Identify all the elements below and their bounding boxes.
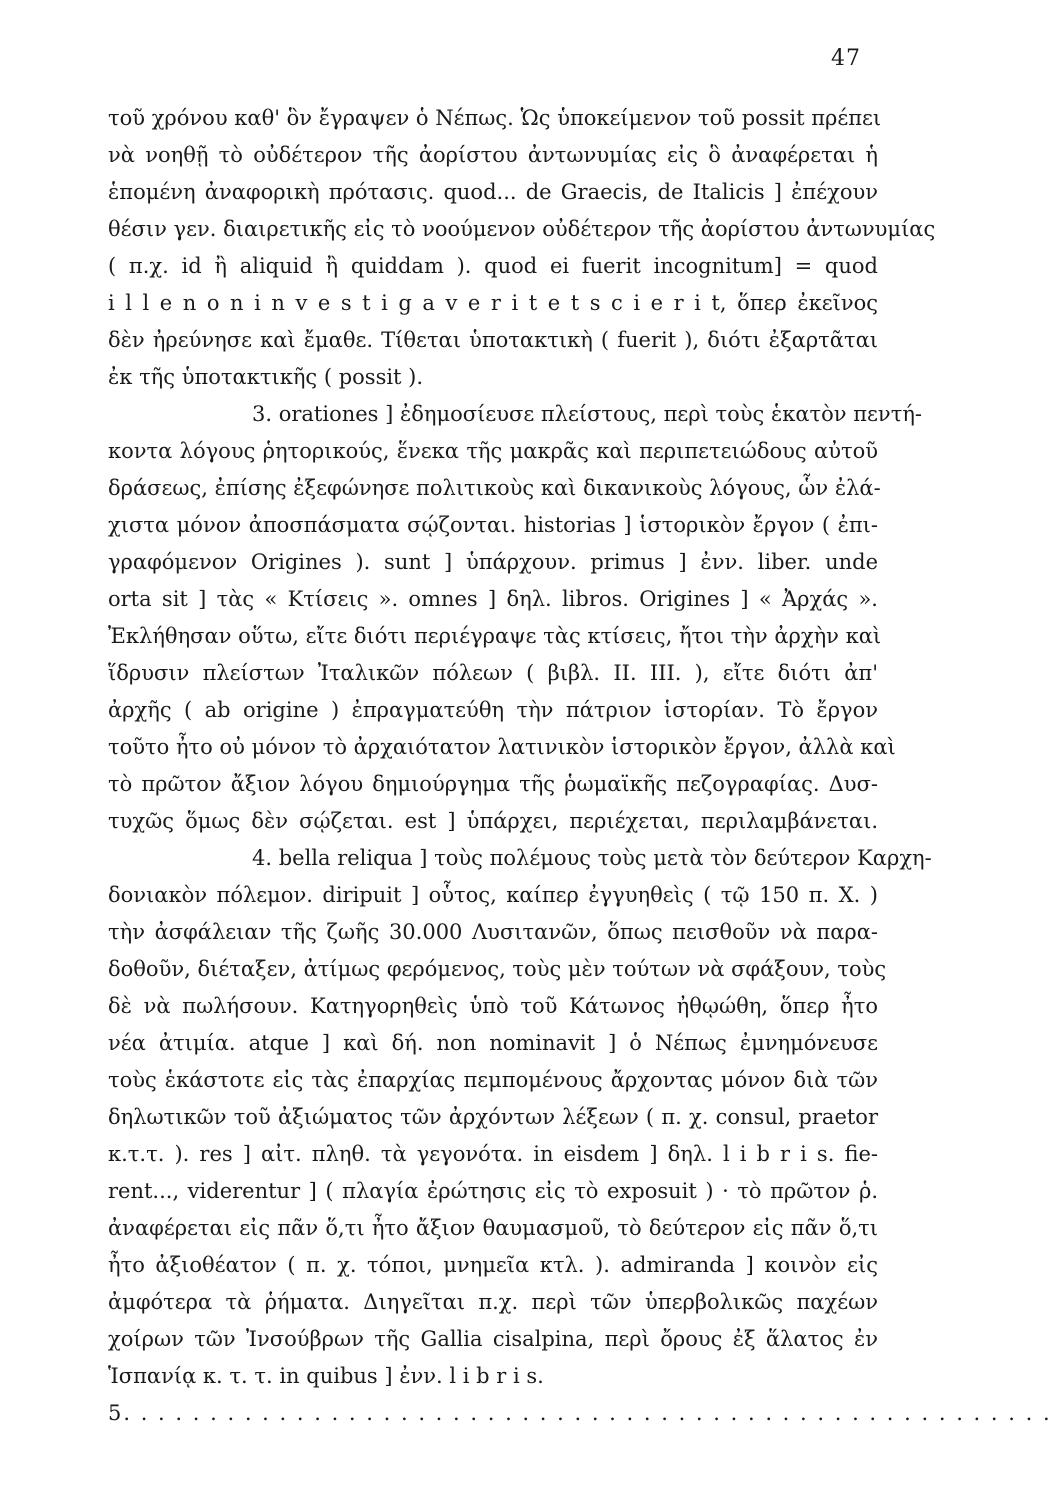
text-line: ἀρχῆς ( ab origine ) ἐπραγματεύθη τὴν πάτριον ἱστορίαν. Τὸ ἔργον	[108, 698, 878, 722]
text-line: δὲ νὰ πωλήσουν. Κατηγορηθεὶς ὑπὸ τοῦ Κάτωνος ἠθῳώθη, ὅπερ ἦτο	[108, 994, 878, 1018]
text-line: δηλωτικῶν τοῦ ἀξιώματος τῶν ἀρχόντων λέξεων ( π. χ. consul, praetor	[108, 1105, 878, 1129]
text-line: δράσεως, ἐπίσης ἐξεφώνησε πολιτικοὺς καὶ δικανικοὺς λόγους, ὧν ἐλά-	[108, 476, 881, 500]
text-line: orta sit ] τὰς « Κτίσεις ». omnes ] δηλ. libros. Origines ] « Ἀρχάς ».	[108, 587, 878, 611]
text-line: i l l e n o n i n v e s t i g a v e r i t e t s c i e r i t, ὅπερ ἐκεῖνος	[108, 291, 878, 315]
text-line: ( π.χ. id ἢ aliquid ἢ quiddam ). quod ei fuerit incognitum] = quod	[108, 254, 878, 278]
text-line: τὴν ἀσφάλειαν τῆς ζωῆς 30.000 Λυσιτανῶν, ὅπως πεισθοῦν νὰ παρα-	[108, 920, 878, 944]
text-line: θέσιν γεν. διαιρετικῆς εἰς τὸ νοούμενον οὐδέτερον τῆς ἀορίστου ἀντωνυμίας	[108, 217, 936, 241]
text-line: δονιακὸν πόλεμον. diripuit ] οὗτος, καίπερ ἐγγυηθεὶς ( τῷ 150 π. Χ. )	[108, 883, 878, 907]
text-line: γραφόμενον Origines ). sunt ] ὑπάρχουν. primus ] ἐνν. liber. unde	[108, 550, 878, 574]
text-line: χοίρων τῶν Ἰνσούβρων τῆς Gallia cisalpina, περὶ ὄρους ἐξ ἅλατος ἐν	[108, 1327, 878, 1351]
text-line: κ.τ.τ. ). res ] αἰτ. πληθ. τὰ γεγονότα. in eisdem ] δηλ. l i b r i s. fie-	[108, 1142, 878, 1166]
page-number: 47	[831, 46, 861, 71]
text-line: νέα ἀτιμία. atque ] καὶ δή. non nominavit ] ὁ Νέπως ἐμνημόνευσε	[108, 1031, 878, 1055]
text-line: τυχῶς ὅμως δὲν σῴζεται. est ] ὑπάρχει, περιέχεται, περιλαμβάνεται.	[108, 809, 878, 833]
text-line: ἀμφότερα τὰ ῥήματα. Διηγεῖται π.χ. περὶ τῶν ὑπερβολικῶς παχέων	[108, 1290, 878, 1314]
text-line: χιστα μόνον ἀποσπάσματα σῴζονται. historias ] ἱστορικὸν ἔργον ( ἐπι-	[108, 513, 878, 537]
paragraph-4-start: 4. bella reliqua ] τοὺς πολέμους τοὺς μετὰ τὸν δεύτερον Καρχη-	[252, 846, 932, 870]
text-line: ἑπομένη ἀναφορικὴ πρότασις. quod... de Graecis, de Italicis ] ἐπέχουν	[108, 180, 878, 204]
commentary-text	[108, 100, 1052, 1432]
paragraph-5-placeholder: 5. . . . . . . . . . . . . . . . . . . . . . . . . . . . . . . . . . . . . . . . . . . . . . . . . . . . . .	[108, 1401, 1052, 1425]
text-line: τοὺς ἑκάστοτε εἰς τὰς ἐπαρχίας πεμπομένους ἄρχοντας μόνον διὰ τῶν	[108, 1068, 878, 1092]
text-line: ἦτο ἀξιοθέατον ( π. χ. τόποι, μνημεῖα κτλ. ). admiranda ] κοινὸν εἰς	[108, 1253, 878, 1277]
text-line: ἀναφέρεται εἰς πᾶν ὅ,τι ἦτο ἄξιον θαυμασμοῦ, τὸ δεύτερον εἰς πᾶν ὅ,τι	[108, 1216, 878, 1240]
text-line: Ἐκλήθησαν οὕτω, εἴτε διότι περιέγραψε τὰς κτίσεις, ἤτοι τὴν ἀρχὴν καὶ	[108, 624, 882, 648]
text-line: δὲν ἠρεύνησε καὶ ἔμαθε. Τίθεται ὑποτακτικὴ ( fuerit ), διότι ἐξαρτᾶται	[108, 328, 878, 352]
text-line: δοθοῦν, διέταξεν, ἀτίμως φερόμενος, τοὺς μὲν τούτων νὰ σφάξουν, τοὺς	[108, 957, 887, 981]
text-line: ἐκ τῆς ὑποτακτικῆς ( possit ).	[108, 365, 424, 389]
text-line: τὸ πρῶτον ἄξιον λόγου δημιούργημα τῆς ῥωμαϊκῆς πεζογραφίας. Δυσ-	[108, 772, 878, 796]
text-line: rent..., viderentur ] ( πλαγία ἐρώτησις εἰς τὸ exposuit ) · τὸ πρῶτον ῥ.	[108, 1179, 878, 1203]
text-line: ἵδρυσιν πλείστων Ἰταλικῶν πόλεων ( βιβλ. II. III. ), εἴτε διότι ἀπ'	[108, 661, 878, 685]
paragraph-3-start: 3. orationes ] ἐδημοσίευσε πλείστους, περὶ τοὺς ἑκατὸν πεντή-	[252, 402, 922, 426]
text-line: τοῦτο ἦτο οὐ μόνον τὸ ἀρχαιότατον λατινικὸν ἱστορικὸν ἔργον, ἀλλὰ καὶ	[108, 735, 896, 759]
text-line: τοῦ χρόνου καθ' ὃν ἔγραψεν ὁ Νέπως. Ὡς ὑποκείμενον τοῦ possit πρέπει	[108, 106, 882, 130]
text-line: νὰ νοηθῇ τὸ οὐδέτερον τῆς ἀορίστου ἀντωνυμίας εἰς ὃ ἀναφέρεται ἡ	[108, 143, 878, 167]
text-line: κοντα λόγους ῥητορικούς, ἕνεκα τῆς μακρᾶς καὶ περιπετειώδους αὐτοῦ	[108, 439, 878, 463]
text-line: Ἱσπανίᾳ κ. τ. τ. in quibus ] ἐνν. l i b r i s.	[108, 1364, 544, 1388]
